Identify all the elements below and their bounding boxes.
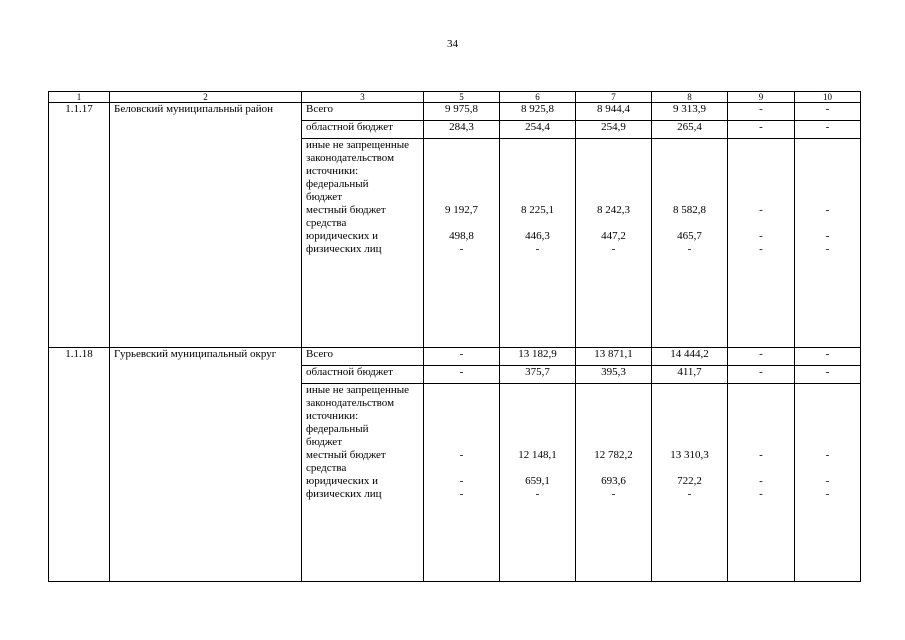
private-value: - — [759, 488, 763, 500]
local-value: 659,1 — [525, 475, 550, 487]
value-cell — [728, 139, 795, 348]
value-cell: 13 871,1 — [576, 348, 652, 366]
private-value: - — [759, 243, 763, 255]
local-value: 498,8 — [449, 230, 474, 242]
federal-value: - — [759, 449, 763, 461]
local-value: - — [759, 230, 763, 242]
federal-value: 8 582,8 — [673, 204, 706, 216]
private-value: - — [687, 488, 692, 500]
federal-value: 8 225,1 — [521, 204, 554, 216]
value-cell: - — [728, 366, 795, 384]
value-cell — [795, 384, 861, 582]
header-col-6: 6 — [500, 92, 576, 103]
header-col-7: 7 — [576, 92, 652, 103]
value-cell: - — [795, 366, 861, 384]
row-code: 1.1.18 — [49, 348, 110, 582]
value-cell: 13 182,9 — [500, 348, 576, 366]
value-cell — [652, 384, 728, 582]
local-value: 693,6 — [601, 475, 626, 487]
local-value: 722,2 — [677, 475, 702, 487]
municipality-name: Гурьевский муниципальный округ — [110, 348, 302, 582]
private-value: - — [535, 488, 540, 500]
value-cell: 375,7 — [500, 366, 576, 384]
private-value: - — [611, 243, 616, 255]
private-value: - — [825, 488, 830, 500]
federal-value: - — [825, 204, 830, 216]
local-value: 465,7 — [677, 230, 702, 242]
value-cell: - — [728, 121, 795, 139]
value-cell: 411,7 — [652, 366, 728, 384]
page-number: 34 — [447, 38, 458, 50]
local-value: 446,3 — [525, 230, 550, 242]
federal-value: 12 782,2 — [594, 449, 633, 461]
row-code: 1.1.17 — [49, 103, 110, 348]
value-cell — [424, 139, 500, 348]
value-cell — [728, 384, 795, 582]
source-details — [302, 139, 424, 348]
private-value: - — [459, 488, 464, 500]
value-cell: 8 925,8 — [500, 103, 576, 121]
value-cell: 254,4 — [500, 121, 576, 139]
value-cell — [424, 384, 500, 582]
value-cell: 9 975,8 — [424, 103, 500, 121]
value-cell: 14 444,2 — [652, 348, 728, 366]
federal-value: 8 242,3 — [597, 204, 630, 216]
other-sources-label: иные не запрещенные законодательством источники: — [306, 384, 410, 422]
value-cell — [795, 139, 861, 348]
private-value: - — [459, 243, 464, 255]
header-col-3: 3 — [302, 92, 424, 103]
private-value: - — [611, 488, 616, 500]
federal-budget-label: федеральный бюджет — [306, 423, 369, 448]
value-cell — [500, 139, 576, 348]
value-cell: 8 944,4 — [576, 103, 652, 121]
local-value: 447,2 — [601, 230, 626, 242]
value-cell: - — [424, 348, 500, 366]
table-row — [49, 103, 861, 121]
value-cell — [576, 139, 652, 348]
local-value: - — [759, 475, 763, 487]
private-value: - — [825, 243, 830, 255]
value-cell: - — [795, 103, 861, 121]
federal-value: - — [759, 204, 763, 216]
federal-value: 12 148,1 — [518, 449, 557, 461]
header-col-10: 10 — [795, 92, 861, 103]
value-cell: 254,9 — [576, 121, 652, 139]
source-label: областной бюджет — [302, 121, 424, 139]
federal-value: - — [459, 449, 464, 461]
budget-table — [48, 91, 861, 582]
value-cell: 265,4 — [652, 121, 728, 139]
private-funds-label: средства юридических и физических лиц — [306, 462, 382, 500]
source-label: Всего — [302, 103, 424, 121]
federal-value: - — [825, 449, 830, 461]
value-cell: - — [728, 348, 795, 366]
private-funds-label: средства юридических и физических лиц — [306, 217, 382, 255]
municipality-name: Беловский муниципальный район — [110, 103, 302, 348]
value-cell — [500, 384, 576, 582]
private-value: - — [535, 243, 540, 255]
header-col-2: 2 — [110, 92, 302, 103]
value-cell — [576, 384, 652, 582]
source-label: областной бюджет — [302, 366, 424, 384]
source-label: Всего — [302, 348, 424, 366]
header-col-1: 1 — [49, 92, 110, 103]
other-sources-label: иные не запрещенные законодательством источники: — [306, 139, 410, 177]
table-row — [49, 348, 861, 366]
federal-budget-label: федеральный бюджет — [306, 178, 369, 203]
value-cell: - — [795, 348, 861, 366]
value-cell — [652, 139, 728, 348]
local-value: - — [825, 475, 830, 487]
header-col-5: 5 — [424, 92, 500, 103]
value-cell: 284,3 — [424, 121, 500, 139]
federal-value: 9 192,7 — [445, 204, 478, 216]
value-cell: - — [795, 121, 861, 139]
source-details — [302, 384, 424, 582]
header-col-9: 9 — [728, 92, 795, 103]
value-cell: 395,3 — [576, 366, 652, 384]
local-value: - — [825, 230, 830, 242]
value-cell: - — [728, 103, 795, 121]
value-cell: - — [424, 366, 500, 384]
private-value: - — [687, 243, 692, 255]
federal-value: 13 310,3 — [670, 449, 709, 461]
local-budget-label: местный бюджет — [306, 449, 386, 461]
local-value: - — [459, 475, 464, 487]
value-cell: 9 313,9 — [652, 103, 728, 121]
header-col-8: 8 — [652, 92, 728, 103]
header-row — [49, 92, 861, 103]
local-budget-label: местный бюджет — [306, 204, 386, 216]
